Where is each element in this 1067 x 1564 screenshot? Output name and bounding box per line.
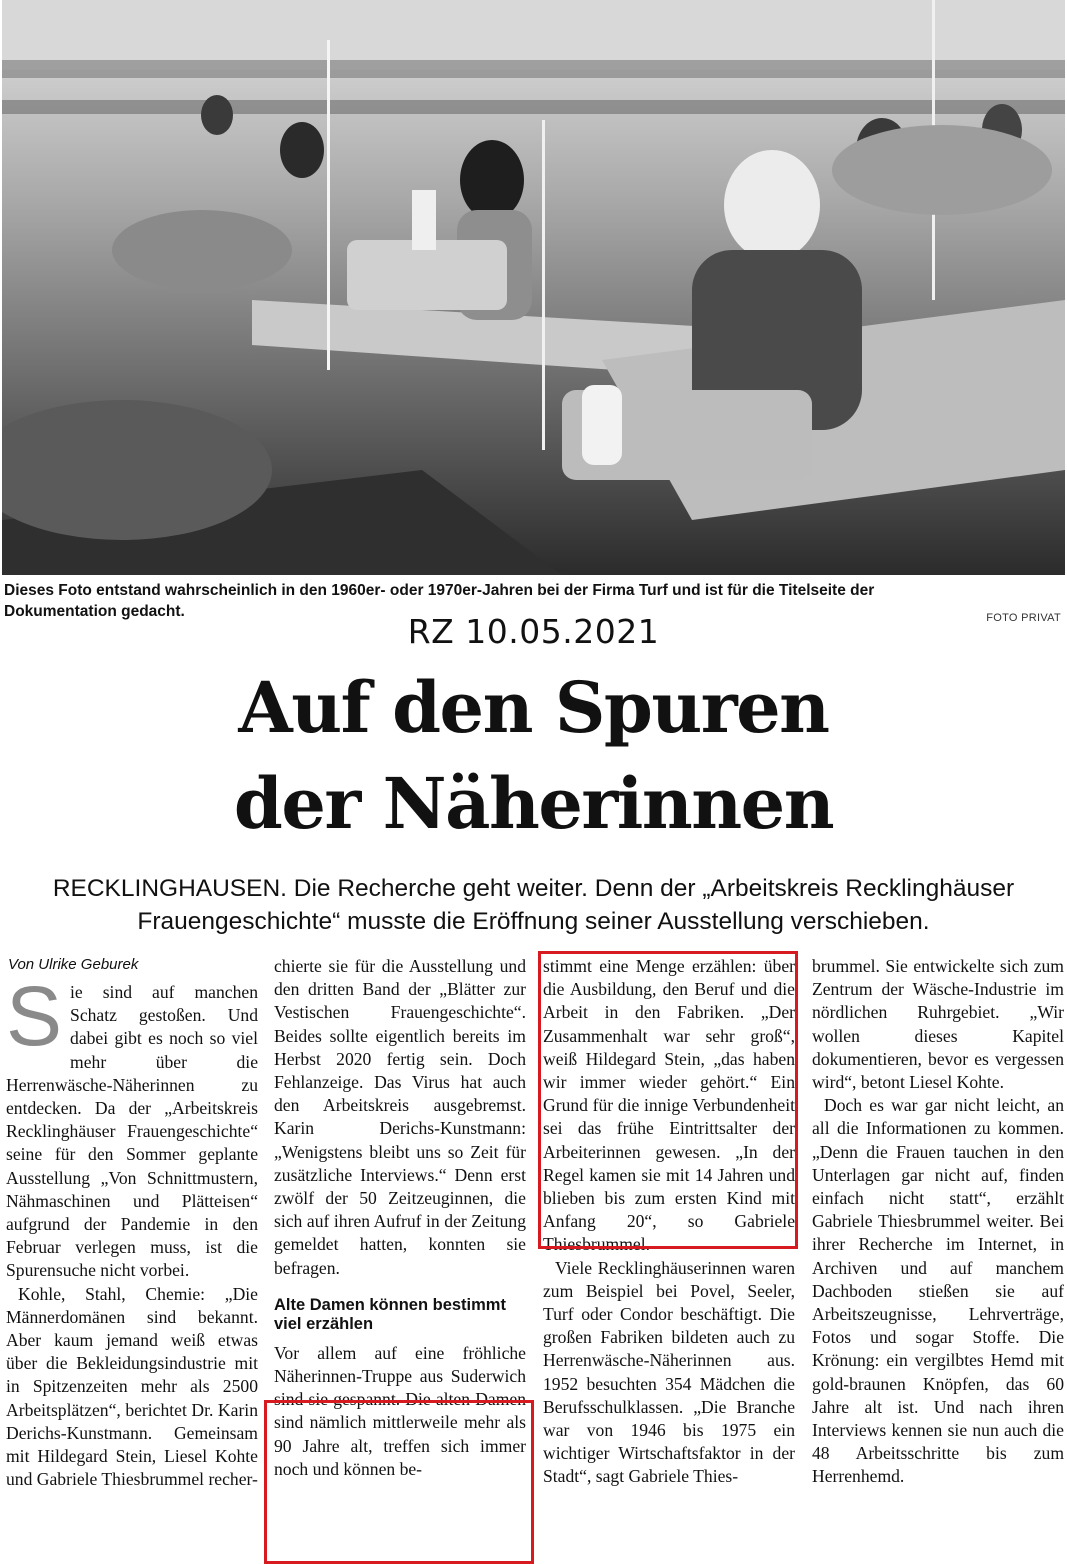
- article-column-3: [543, 955, 795, 1489]
- paragraph: brummel. Sie entwickelte sich zum Zentrum der Wäsche-Industrie im nördlichen Ruhrgebiet. „Wir wollen dieses Kapitel dokumentieren, bevor es vergessen wird“, betont Liesel Kohte.: [812, 956, 1064, 1093]
- paragraph: stimmt eine Menge erzählen: über die Ausbildung, den Beruf und die Arbeit in den Fabriken. „Der Zusammenhalt war sehr groß“, weiß Hildegard Stein, „das haben wir immer wieder gehört.“ Ein Grund für die innige Verbundenheit sei das frühe Eintrittsalter der Arbeiterinnen gewesen. „In der Regel kamen sie mit 14 Jahren und blieben bis zum ersten Kind mit Anfang 20“, so Gabriele Thiesbrummel.: [543, 956, 795, 1255]
- article-column-4: [812, 955, 1064, 1489]
- paragraph: Viele Recklinghäuserinnen waren zum Beispiel bei Povel, Seeler, Turf oder Condor beschäftigt. Die großen Fabriken bildeten auch zu Herrenwäsche-Näherinnen aus. 1952 besuchten 354 Mädchen die Berufsschulklassen. „Die Branche war von 1946 bis 1975 ein wichtiger Wirtschaftsfaktor in der Stadt“, sagt Gabriele Thies-: [543, 1257, 795, 1487]
- author-byline: Von Ulrike Geburek: [8, 956, 139, 973]
- lead-line-1: RECKLINGHAUSEN. Die Recherche geht weiter. Denn der „Arbeitskreis Recklinghäuser: [52, 875, 1015, 902]
- paragraph: Kohle, Stahl, Chemie: „Die Männerdomänen sind bekannt. Aber kaum jemand weiß etwas über die Bekleidungsindustrie mit in Spitzenzeiten mehr als 2500 Arbeitsplätzen“, berichtet Dr. Karin Derichs-Kunstmann. Gemeinsam mit Hildegard Stein, Liesel Kohte und Gabriele Thiesbrummel recher-: [6, 1283, 258, 1490]
- article-column-1: [6, 969, 258, 1491]
- headline: [0, 660, 1067, 852]
- paragraph: ie sind auf manchen Schatz gestoßen. Und dabei gibt es noch so viel mehr über die Herrenwäsche-Näherinnen zu entdecken. Da der „Arbeitskreis Recklinghäuser Frauengeschichte“ seine für den Sommer geplante Ausstellung „Von Schnittmustern, Nähmaschinen und Plätteisen“ aufgrund der Pandemie in den Februar verlegen muss, ist die Spurensuche nicht vorbei.: [6, 982, 258, 1281]
- date-stamp: RZ 10.05.2021: [407, 612, 660, 651]
- paragraph: Vor allem auf eine fröhliche Näherinnen-Truppe aus Suderwich sind sie gespannt. Die alten Damen sind nämlich mittlerweile mehr als 90 Jahre alt, treffen sich immer noch und können be-: [274, 1342, 526, 1479]
- paragraph: chierte sie für die Ausstellung und den dritten Band der „Blätter zur Vestischen Frauengeschichte“. Beides sollte eigentlich bereits im Herbst 2020 fertig sein. Doch Fehlanzeige. Das Virus hat auch den Arbeitskreis ausgebremst. Karin Derichs-Kunstmann: „Wenigstens bleibt uns so Zeit für zusätzliche Interviews.“ Denn erst zwölf der 50 Zeitzeuginnen, die sich auf ihren Aufruf in der Zeitung gemeldet hatten, konnten sie befragen.: [274, 956, 526, 1278]
- article-column-2: [274, 955, 526, 1481]
- photo-caption: Dieses Foto entstand wahrscheinlich in den 1960er- oder 1970er-Jahren bei der Firma Turf und ist für die Titelseite der Dokumentation gedacht.: [4, 582, 875, 620]
- paragraph: Doch es war gar nicht leicht, an all die Informationen zu kommen. „Denn die Frauen tauchen in den Unterlagen gar nicht auf, finden einfach nicht statt“, erzählt Gabriele Thiesbrummel weiter. Bei ihrer Recherche im Internet, in Archiven und auf manchem Dachboden stießen sie auf Arbeitszeugnisse, Lehrverträge, Fotos und sogar Stoffe. Die Krönung: ein vergilbtes Hemd mit gold-braunen Knöpfen, das 60 Jahre alt ist. Und nach ihren Interviews kennen sie nun auch die 48 Arbeitsschritte bis zum Herrenhemd.: [812, 1095, 1064, 1487]
- photo-credit: FOTO PRIVAT: [986, 612, 1061, 624]
- factory-photo: [2, 0, 1065, 575]
- headline-line-2: der Näherinnen: [233, 762, 834, 845]
- headline-line-1: Auf den Spuren: [238, 666, 829, 749]
- subheading: Alte Damen können bestimmt viel erzählen: [274, 1295, 506, 1333]
- drop-cap: S: [6, 969, 63, 1063]
- lead-paragraph: [0, 872, 1067, 938]
- lead-line-2: Frauengeschichte“ musste die Eröffnung seiner Ausstellung verschieben.: [137, 908, 930, 935]
